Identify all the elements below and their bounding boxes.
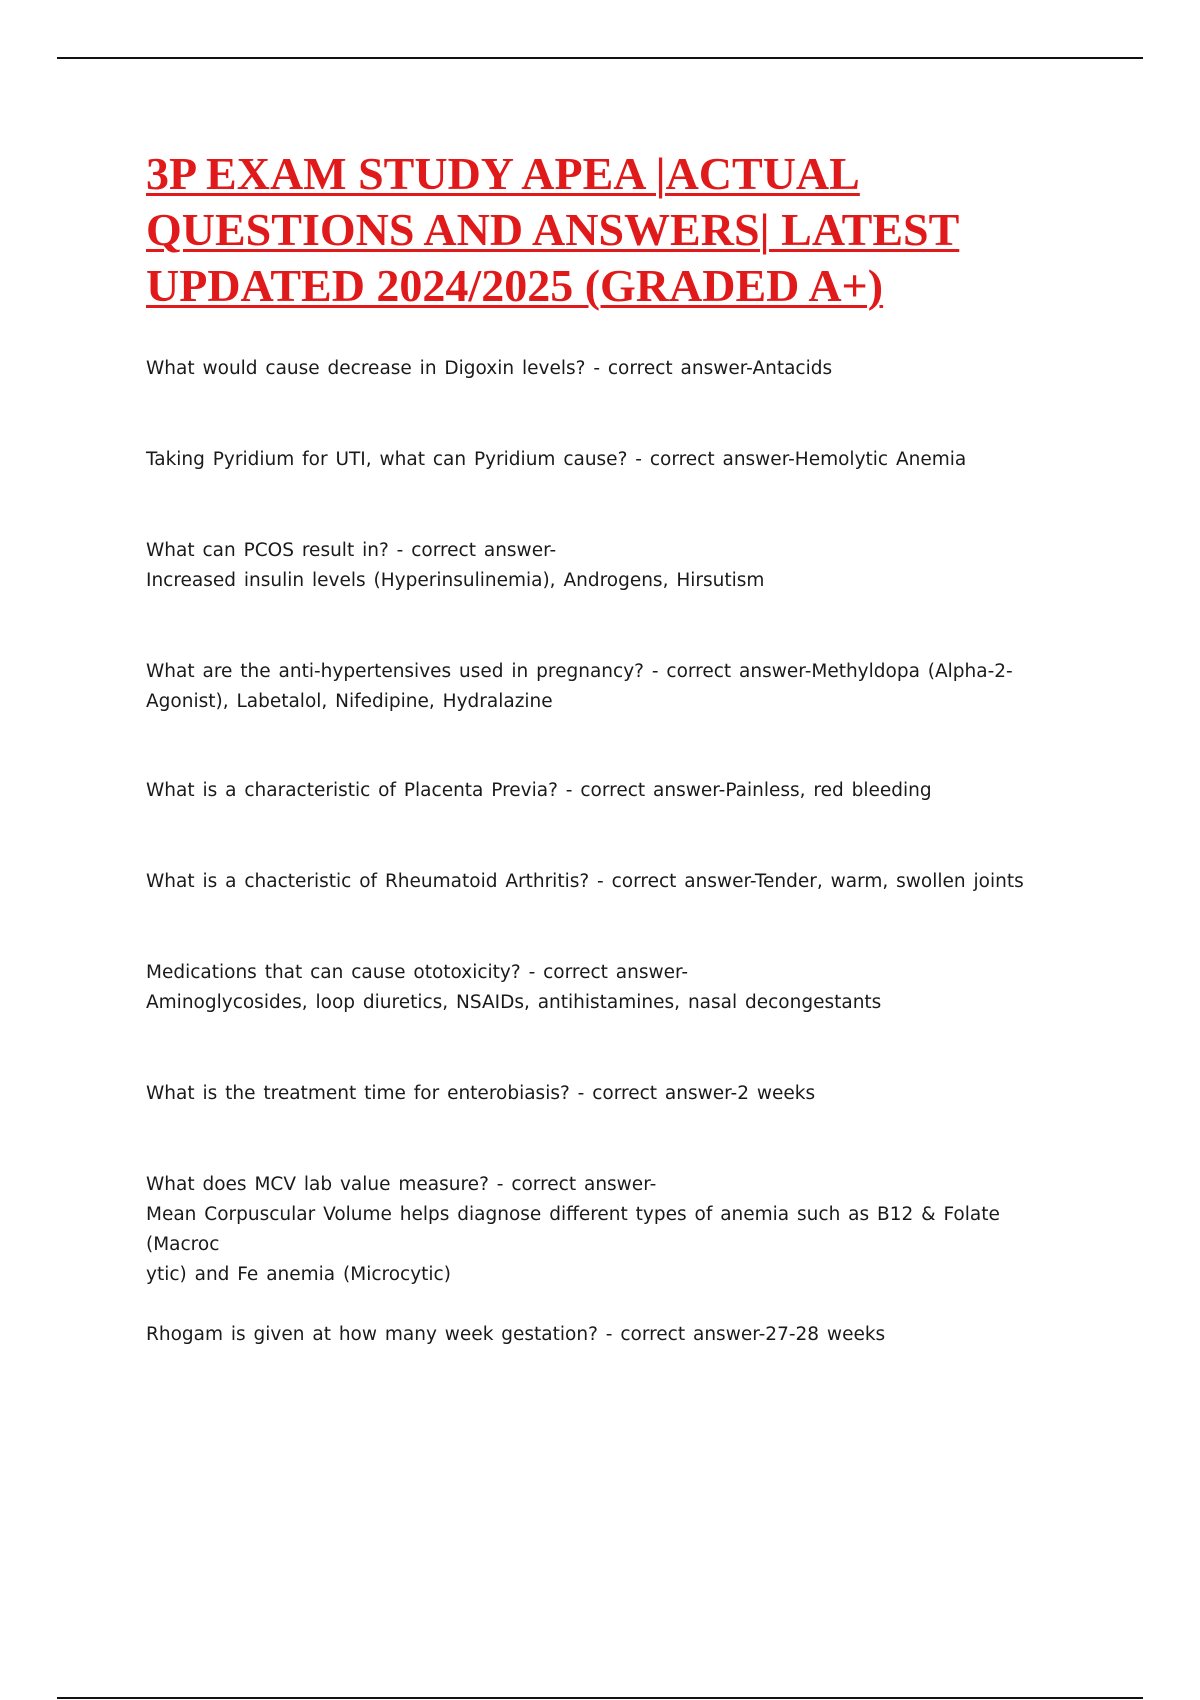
qa-line: Medications that can cause ototoxicity? - correct answer-: [146, 962, 689, 983]
qa-line: Taking Pyridium for UTI, what can Pyridium cause? - correct answer-Hemolytic Anemia: [146, 449, 967, 470]
qa-item-8: [146, 1079, 1081, 1109]
qa-item-4: [146, 657, 1081, 717]
qa-item-2: [146, 445, 1081, 475]
qa-item-7: [146, 958, 1081, 1018]
qa-line: What does MCV lab value measure? - correct answer-: [146, 1174, 657, 1195]
qa-item-3: [146, 536, 1081, 596]
top-rule: [57, 57, 1143, 59]
qa-item-9: [146, 1170, 1081, 1290]
qa-line: What is the treatment time for enterobiasis? - correct answer-2 weeks: [146, 1083, 816, 1104]
qa-line: Rhogam is given at how many week gestation? - correct answer-27-28 weeks: [146, 1324, 886, 1345]
title-line-3: UPDATED 2024/2025 (GRADED A+): [146, 260, 884, 311]
qa-item-6: [146, 867, 1081, 897]
qa-item-10: [146, 1320, 1081, 1350]
qa-line: Agonist), Labetalol, Nifedipine, Hydralazine: [146, 691, 553, 712]
document-title: [146, 146, 1146, 314]
qa-line: Mean Corpuscular Volume helps diagnose different types of anemia such as B12 & Folate (Macroc: [146, 1204, 1000, 1255]
qa-line: Aminoglycosides, loop diuretics, NSAIDs, antihistamines, nasal decongestants: [146, 992, 882, 1013]
qa-item-1: [146, 354, 1081, 384]
qa-item-5: [146, 776, 1081, 806]
bottom-rule: [57, 1697, 1143, 1699]
qa-line: What is a chacteristic of Rheumatoid Arthritis? - correct answer-Tender, warm, swollen joints: [146, 871, 1024, 892]
title-line-2: QUESTIONS AND ANSWERS| LATEST: [146, 204, 960, 255]
title-line-1: 3P EXAM STUDY APEA |ACTUAL: [146, 148, 860, 199]
qa-line: Increased insulin levels (Hyperinsulinemia), Androgens, Hirsutism: [146, 570, 765, 591]
qa-line: What would cause decrease in Digoxin levels? - correct answer-Antacids: [146, 358, 833, 379]
qa-line: ytic) and Fe anemia (Microcytic): [146, 1264, 451, 1285]
qa-line: What can PCOS result in? - correct answer-: [146, 540, 557, 561]
qa-line: What are the anti-hypertensives used in pregnancy? - correct answer-Methyldopa (Alpha-2-: [146, 661, 1013, 682]
qa-line: What is a characteristic of Placenta Previa? - correct answer-Painless, red bleeding: [146, 780, 932, 801]
